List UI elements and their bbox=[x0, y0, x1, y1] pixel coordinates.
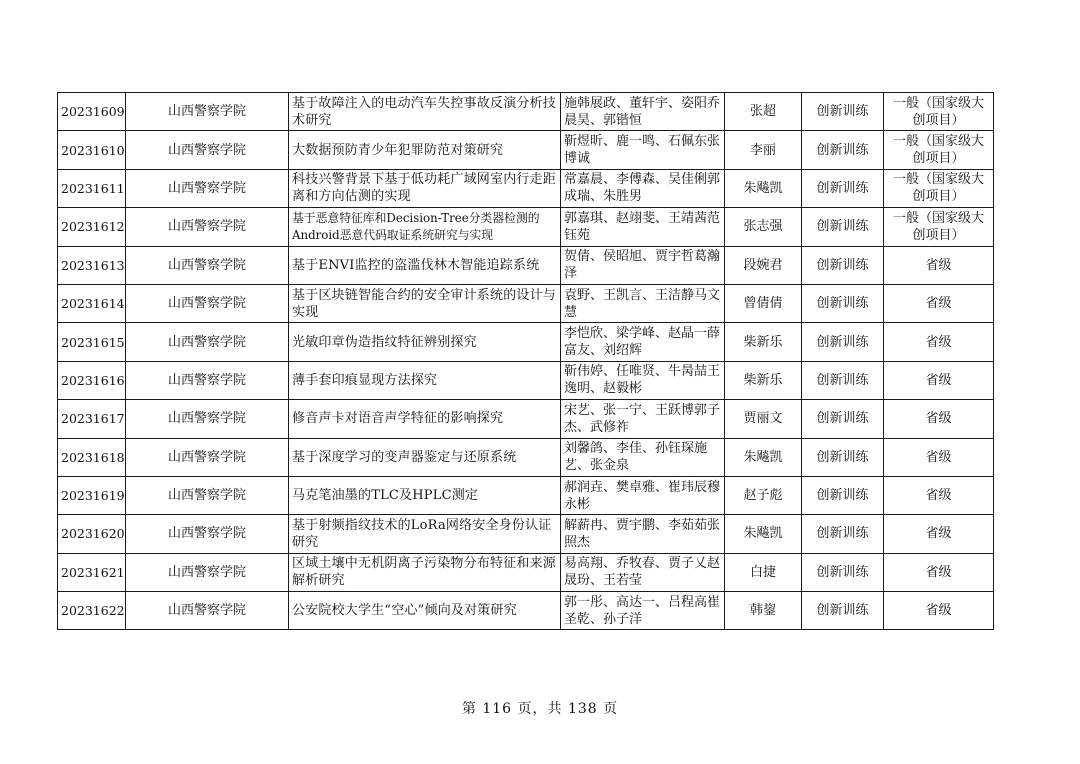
project-level: 省级 bbox=[884, 438, 994, 476]
table-row bbox=[58, 515, 994, 553]
project-level: 省级 bbox=[884, 323, 994, 361]
table-row bbox=[58, 400, 994, 438]
team-members: 宋艺、张一宁、王跃博郭子杰、武修祚 bbox=[561, 400, 725, 438]
project-type: 创新训练 bbox=[802, 553, 884, 591]
project-id: 20231621 bbox=[58, 553, 126, 591]
table-row bbox=[58, 438, 994, 476]
advisor-name: 贾丽文 bbox=[725, 400, 802, 438]
project-level: 省级 bbox=[884, 476, 994, 514]
team-members: 靳煜昕、鹿一鸣、石佩东张博诚 bbox=[561, 131, 725, 169]
team-members: 易高翔、乔牧春、贾子乂赵晟玢、王若莹 bbox=[561, 553, 725, 591]
project-level: 省级 bbox=[884, 553, 994, 591]
table-row bbox=[58, 208, 994, 246]
table-row bbox=[58, 361, 994, 399]
project-level: 一般（国家级大创项目） bbox=[884, 131, 994, 169]
team-members: 郝润垚、樊卓雅、崔玮辰穆永彬 bbox=[561, 476, 725, 514]
school-name: 山西警察学院 bbox=[126, 438, 289, 476]
project-level: 一般（国家级大创项目） bbox=[884, 208, 994, 246]
project-type: 创新训练 bbox=[802, 438, 884, 476]
project-id: 20231620 bbox=[58, 515, 126, 553]
project-level: 一般（国家级大创项目） bbox=[884, 169, 994, 207]
team-members: 解薪冉、贾宇鹏、李茹茹张照杰 bbox=[561, 515, 725, 553]
project-type: 创新训练 bbox=[802, 323, 884, 361]
school-name: 山西警察学院 bbox=[126, 246, 289, 284]
project-type: 创新训练 bbox=[802, 361, 884, 399]
project-level: 省级 bbox=[884, 246, 994, 284]
team-members: 常嘉晨、李傅森、吴佳俐郭成瑞、朱胜男 bbox=[561, 169, 725, 207]
project-title: 修音声卡对语音声学特征的影响探究 bbox=[289, 400, 561, 438]
team-members: 郭嘉琪、赵翊斐、王靖茜范钰苑 bbox=[561, 208, 725, 246]
project-title: 基于恶意特征库和Decision-Tree分类器检测的Android恶意代码取证系统研究与实现 bbox=[289, 208, 561, 246]
table-row bbox=[58, 93, 994, 131]
project-id: 20231611 bbox=[58, 169, 126, 207]
team-members: 靳伟婷、任唯贤、牛昺喆王逸明、赵毅彬 bbox=[561, 361, 725, 399]
table-row bbox=[58, 246, 994, 284]
project-id: 20231615 bbox=[58, 323, 126, 361]
project-id: 20231614 bbox=[58, 284, 126, 322]
project-title: 基于ENVI监控的盗滥伐林木智能追踪系统 bbox=[289, 246, 561, 284]
team-members: 刘馨鸽、李佳、孙钰琛施艺、张金泉 bbox=[561, 438, 725, 476]
table-row bbox=[58, 323, 994, 361]
project-level: 省级 bbox=[884, 515, 994, 553]
project-id: 20231617 bbox=[58, 400, 126, 438]
team-members: 李恺欣、梁学峰、赵晶一薛富友、刘绍辉 bbox=[561, 323, 725, 361]
project-type: 创新训练 bbox=[802, 93, 884, 131]
advisor-name: 柴新乐 bbox=[725, 323, 802, 361]
project-level: 省级 bbox=[884, 400, 994, 438]
school-name: 山西警察学院 bbox=[126, 93, 289, 131]
project-level: 省级 bbox=[884, 284, 994, 322]
project-title: 大数据预防青少年犯罪防范对策研究 bbox=[289, 131, 561, 169]
project-id: 20231616 bbox=[58, 361, 126, 399]
project-type: 创新训练 bbox=[802, 592, 884, 630]
project-type: 创新训练 bbox=[802, 476, 884, 514]
advisor-name: 韩鋆 bbox=[725, 592, 802, 630]
school-name: 山西警察学院 bbox=[126, 208, 289, 246]
project-title: 科技兴警背景下基于低功耗广域网室内行走距离和方向估测的实现 bbox=[289, 169, 561, 207]
page-number: 第 116 页，共 138 页 bbox=[461, 701, 619, 717]
school-name: 山西警察学院 bbox=[126, 284, 289, 322]
project-type: 创新训练 bbox=[802, 284, 884, 322]
project-title: 公安院校大学生“空心”倾向及对策研究 bbox=[289, 592, 561, 630]
project-title: 区域土壤中无机阴离子污染物分布特征和来源解析研究 bbox=[289, 553, 561, 591]
project-title: 基于射频指纹技术的LoRa网络安全身份认证研究 bbox=[289, 515, 561, 553]
project-id: 20231613 bbox=[58, 246, 126, 284]
table-row bbox=[58, 476, 994, 514]
advisor-name: 柴新乐 bbox=[725, 361, 802, 399]
project-title: 薄手套印痕显现方法探究 bbox=[289, 361, 561, 399]
team-members: 施韩展政、董轩宇、姿阳乔晨昊、郭锴恒 bbox=[561, 93, 725, 131]
project-type: 创新训练 bbox=[802, 169, 884, 207]
team-members: 袁野、王凯言、王洁静马文慧 bbox=[561, 284, 725, 322]
project-title: 基于区块链智能合约的安全审计系统的设计与实现 bbox=[289, 284, 561, 322]
project-type: 创新训练 bbox=[802, 246, 884, 284]
school-name: 山西警察学院 bbox=[126, 400, 289, 438]
project-id: 20231609 bbox=[58, 93, 126, 131]
advisor-name: 张志强 bbox=[725, 208, 802, 246]
school-name: 山西警察学院 bbox=[126, 361, 289, 399]
table-row bbox=[58, 553, 994, 591]
table-row bbox=[58, 284, 994, 322]
school-name: 山西警察学院 bbox=[126, 323, 289, 361]
advisor-name: 白捷 bbox=[725, 553, 802, 591]
school-name: 山西警察学院 bbox=[126, 553, 289, 591]
project-title: 光敏印章伪造指纹特征辨别探究 bbox=[289, 323, 561, 361]
team-members: 郭一彤、高达一、吕程高崔圣乾、孙子洋 bbox=[561, 592, 725, 630]
table-row bbox=[58, 131, 994, 169]
project-level: 省级 bbox=[884, 361, 994, 399]
school-name: 山西警察学院 bbox=[126, 169, 289, 207]
project-level: 省级 bbox=[884, 592, 994, 630]
table-row bbox=[58, 169, 994, 207]
project-table bbox=[57, 92, 994, 630]
project-type: 创新训练 bbox=[802, 515, 884, 553]
table-row bbox=[58, 592, 994, 630]
school-name: 山西警察学院 bbox=[126, 515, 289, 553]
project-id: 20231622 bbox=[58, 592, 126, 630]
advisor-name: 朱飚凯 bbox=[725, 515, 802, 553]
advisor-name: 段婉君 bbox=[725, 246, 802, 284]
project-title: 基于故障注入的电动汽车失控事故反演分析技术研究 bbox=[289, 93, 561, 131]
project-type: 创新训练 bbox=[802, 131, 884, 169]
project-id: 20231612 bbox=[58, 208, 126, 246]
project-table-body bbox=[58, 93, 994, 630]
advisor-name: 李丽 bbox=[725, 131, 802, 169]
team-members: 贺倩、侯昭旭、贾宇哲葛瀚泽 bbox=[561, 246, 725, 284]
project-title: 基于深度学习的变声器鉴定与还原系统 bbox=[289, 438, 561, 476]
school-name: 山西警察学院 bbox=[126, 476, 289, 514]
project-type: 创新训练 bbox=[802, 208, 884, 246]
school-name: 山西警察学院 bbox=[126, 131, 289, 169]
advisor-name: 朱飚凯 bbox=[725, 169, 802, 207]
project-id: 20231619 bbox=[58, 476, 126, 514]
project-id: 20231610 bbox=[58, 131, 126, 169]
school-name: 山西警察学院 bbox=[126, 592, 289, 630]
advisor-name: 张超 bbox=[725, 93, 802, 131]
advisor-name: 赵子彪 bbox=[725, 476, 802, 514]
advisor-name: 朱飚凯 bbox=[725, 438, 802, 476]
project-level: 一般（国家级大创项目） bbox=[884, 93, 994, 131]
project-id: 20231618 bbox=[58, 438, 126, 476]
project-type: 创新训练 bbox=[802, 400, 884, 438]
advisor-name: 曾倩倩 bbox=[725, 284, 802, 322]
project-title: 马克笔油墨的TLC及HPLC测定 bbox=[289, 476, 561, 514]
